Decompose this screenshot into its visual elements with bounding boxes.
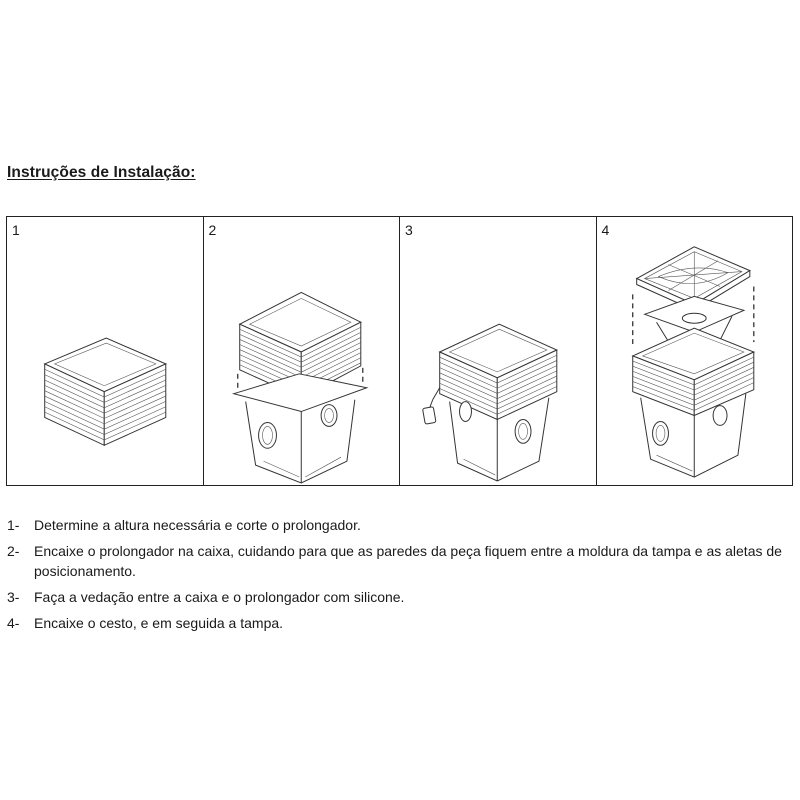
- instruction-steps: [7, 515, 787, 639]
- step-item: [7, 613, 787, 633]
- panel-number: 2: [208, 222, 217, 238]
- page-title: Instruções de Instalação:: [7, 164, 196, 181]
- panel-number: 1: [12, 222, 20, 238]
- figure-basket-and-lid: [597, 217, 793, 485]
- step-text: Determine a altura necessária e corte o prolongador.: [34, 517, 361, 533]
- silicone-tube-icon: [423, 388, 440, 424]
- step-item: [7, 541, 787, 581]
- panel-3: [400, 217, 597, 485]
- panel-2: [204, 217, 401, 485]
- panel-1: [7, 217, 204, 485]
- step-item: [7, 587, 787, 607]
- step-text: Encaixe o prolongador na caixa, cuidando para que as paredes da peça fiquem entre a moldura da tampa e as aletas de posicionamento.: [34, 543, 782, 579]
- step-item: [7, 515, 787, 535]
- step-marker: 1-: [7, 517, 20, 533]
- step-marker: 2-: [7, 543, 20, 559]
- figure-silicone-seal: [400, 217, 596, 485]
- step-text: Encaixe o cesto, e em seguida a tampa.: [34, 615, 284, 631]
- figure-prolongador-on-box: [204, 217, 400, 485]
- panel-4: [597, 217, 793, 485]
- step-marker: 4-: [7, 615, 20, 631]
- panel-number: 3: [405, 222, 413, 238]
- instruction-panels: [6, 216, 793, 486]
- panel-number: 4: [601, 222, 610, 238]
- figure-prolongador-cut: [7, 217, 203, 485]
- step-text: Faça a vedação entre a caixa e o prolongador com silicone.: [34, 589, 405, 605]
- step-marker: 3-: [7, 589, 20, 605]
